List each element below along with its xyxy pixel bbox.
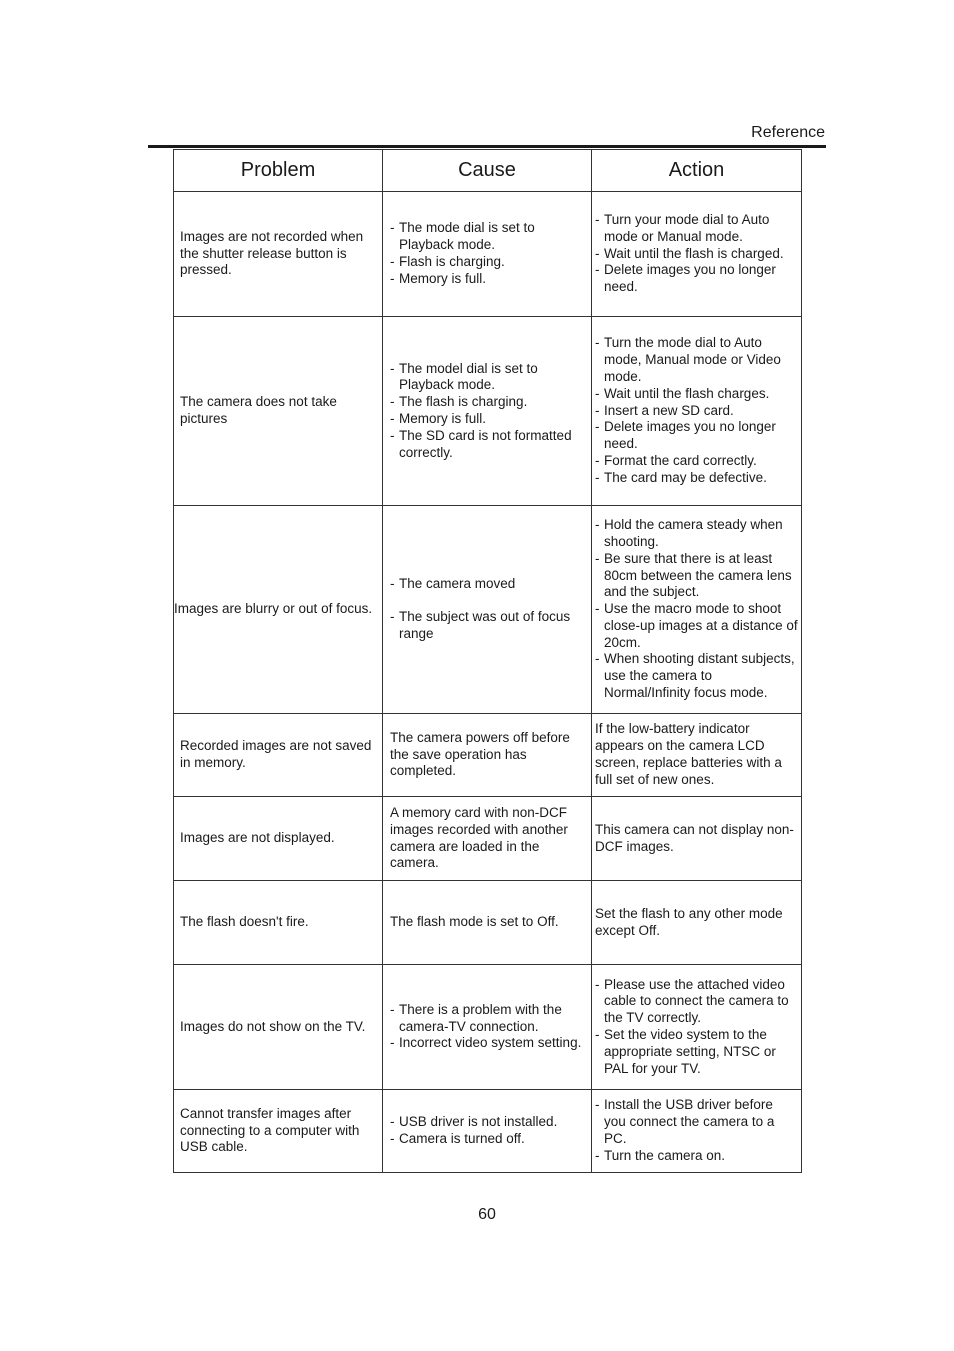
table-row xyxy=(174,965,802,1090)
action-item: - Delete images you no longer need. xyxy=(595,419,798,453)
table-row xyxy=(174,192,802,317)
cause-item: - The camera moved xyxy=(390,576,587,593)
action-item: - Turn the camera on. xyxy=(595,1148,798,1165)
cause-cell: The camera powers off before the save operation has completed. xyxy=(383,714,592,797)
table-header-row xyxy=(174,150,802,192)
cause-item: - The subject was out of focus range xyxy=(390,609,587,643)
action-cell: Set the flash to any other mode except Off. xyxy=(592,881,802,965)
cause-item: - Memory is full. xyxy=(390,271,587,288)
table-row xyxy=(174,317,802,506)
cause-item: - The SD card is not formatted correctly. xyxy=(390,428,587,462)
action-item: - Wait until the flash charges. xyxy=(595,386,798,403)
action-item: - When shooting distant subjects, use the camera to Normal/Infinity focus mode. xyxy=(595,651,798,701)
cause-cell xyxy=(383,506,592,714)
action-item: - The card may be defective. xyxy=(595,470,798,487)
cause-cell: The flash mode is set to Off. xyxy=(383,881,592,965)
problem-cell: Images are blurry or out of focus. xyxy=(174,506,383,714)
problem-cell: Images are not displayed. xyxy=(174,797,383,881)
table-row xyxy=(174,881,802,965)
section-label: Reference xyxy=(751,124,825,141)
problem-cell: The flash doesn't fire. xyxy=(174,881,383,965)
cause-item: - The model dial is set to Playback mode. xyxy=(390,361,587,395)
problem-cell: The camera does not take pictures xyxy=(174,317,383,506)
action-item: - Install the USB driver before you connect the camera to a PC. xyxy=(595,1097,798,1147)
column-header-cause: Cause xyxy=(383,150,592,192)
action-item: - Turn your mode dial to Auto mode or Manual mode. xyxy=(595,212,798,246)
cause-item: - Flash is charging. xyxy=(390,254,587,271)
column-header-problem: Problem xyxy=(174,150,383,192)
page-number: 60 xyxy=(478,1206,496,1223)
action-cell xyxy=(592,506,802,714)
header-rule xyxy=(148,145,826,148)
cause-cell xyxy=(383,317,592,506)
action-item: - Set the video system to the appropriate setting, NTSC or PAL for your TV. xyxy=(595,1027,798,1077)
cause-item: - The flash is charging. xyxy=(390,394,587,411)
cause-item: - Incorrect video system setting. xyxy=(390,1035,587,1052)
problem-cell: Images do not show on the TV. xyxy=(174,965,383,1090)
action-item: - Turn the mode dial to Auto mode, Manual mode or Video mode. xyxy=(595,335,798,385)
problem-cell: Cannot transfer images after connecting to a computer with USB cable. xyxy=(174,1090,383,1173)
action-item: - Be sure that there is at least 80cm between the camera lens and the subject. xyxy=(595,551,798,601)
action-item: - Use the macro mode to shoot close-up images at a distance of 20cm. xyxy=(595,601,798,651)
action-item: - Wait until the flash is charged. xyxy=(595,246,798,263)
cause-cell: A memory card with non-DCF images recorded with another camera are loaded in the camera. xyxy=(383,797,592,881)
cause-item: - Memory is full. xyxy=(390,411,587,428)
cause-item: - Camera is turned off. xyxy=(390,1131,587,1148)
cause-item: - USB driver is not installed. xyxy=(390,1114,587,1131)
cause-cell xyxy=(383,965,592,1090)
cause-cell xyxy=(383,192,592,317)
table-row xyxy=(174,506,802,714)
cause-cell xyxy=(383,1090,592,1173)
action-cell xyxy=(592,192,802,317)
table-row xyxy=(174,714,802,797)
table-row xyxy=(174,797,802,881)
troubleshooting-table xyxy=(173,149,802,1173)
action-item: - Insert a new SD card. xyxy=(595,403,798,420)
action-cell xyxy=(592,317,802,506)
action-item: - Delete images you no longer need. xyxy=(595,262,798,296)
action-cell: If the low-battery indicator appears on the camera LCD screen, replace batteries with a full set of new ones. xyxy=(592,714,802,797)
cause-item: - There is a problem with the camera-TV connection. xyxy=(390,1002,587,1036)
cause-item: - The mode dial is set to Playback mode. xyxy=(390,220,587,254)
action-item: - Hold the camera steady when shooting. xyxy=(595,517,798,551)
action-item: - Format the card correctly. xyxy=(595,453,798,470)
problem-cell: Recorded images are not saved in memory. xyxy=(174,714,383,797)
action-cell: This camera can not display non-DCF images. xyxy=(592,797,802,881)
action-cell xyxy=(592,1090,802,1173)
table-row xyxy=(174,1090,802,1173)
column-header-action: Action xyxy=(592,150,802,192)
action-item: - Please use the attached video cable to connect the camera to the TV correctly. xyxy=(595,977,798,1027)
problem-cell: Images are not recorded when the shutter release button is pressed. xyxy=(174,192,383,317)
action-cell xyxy=(592,965,802,1090)
